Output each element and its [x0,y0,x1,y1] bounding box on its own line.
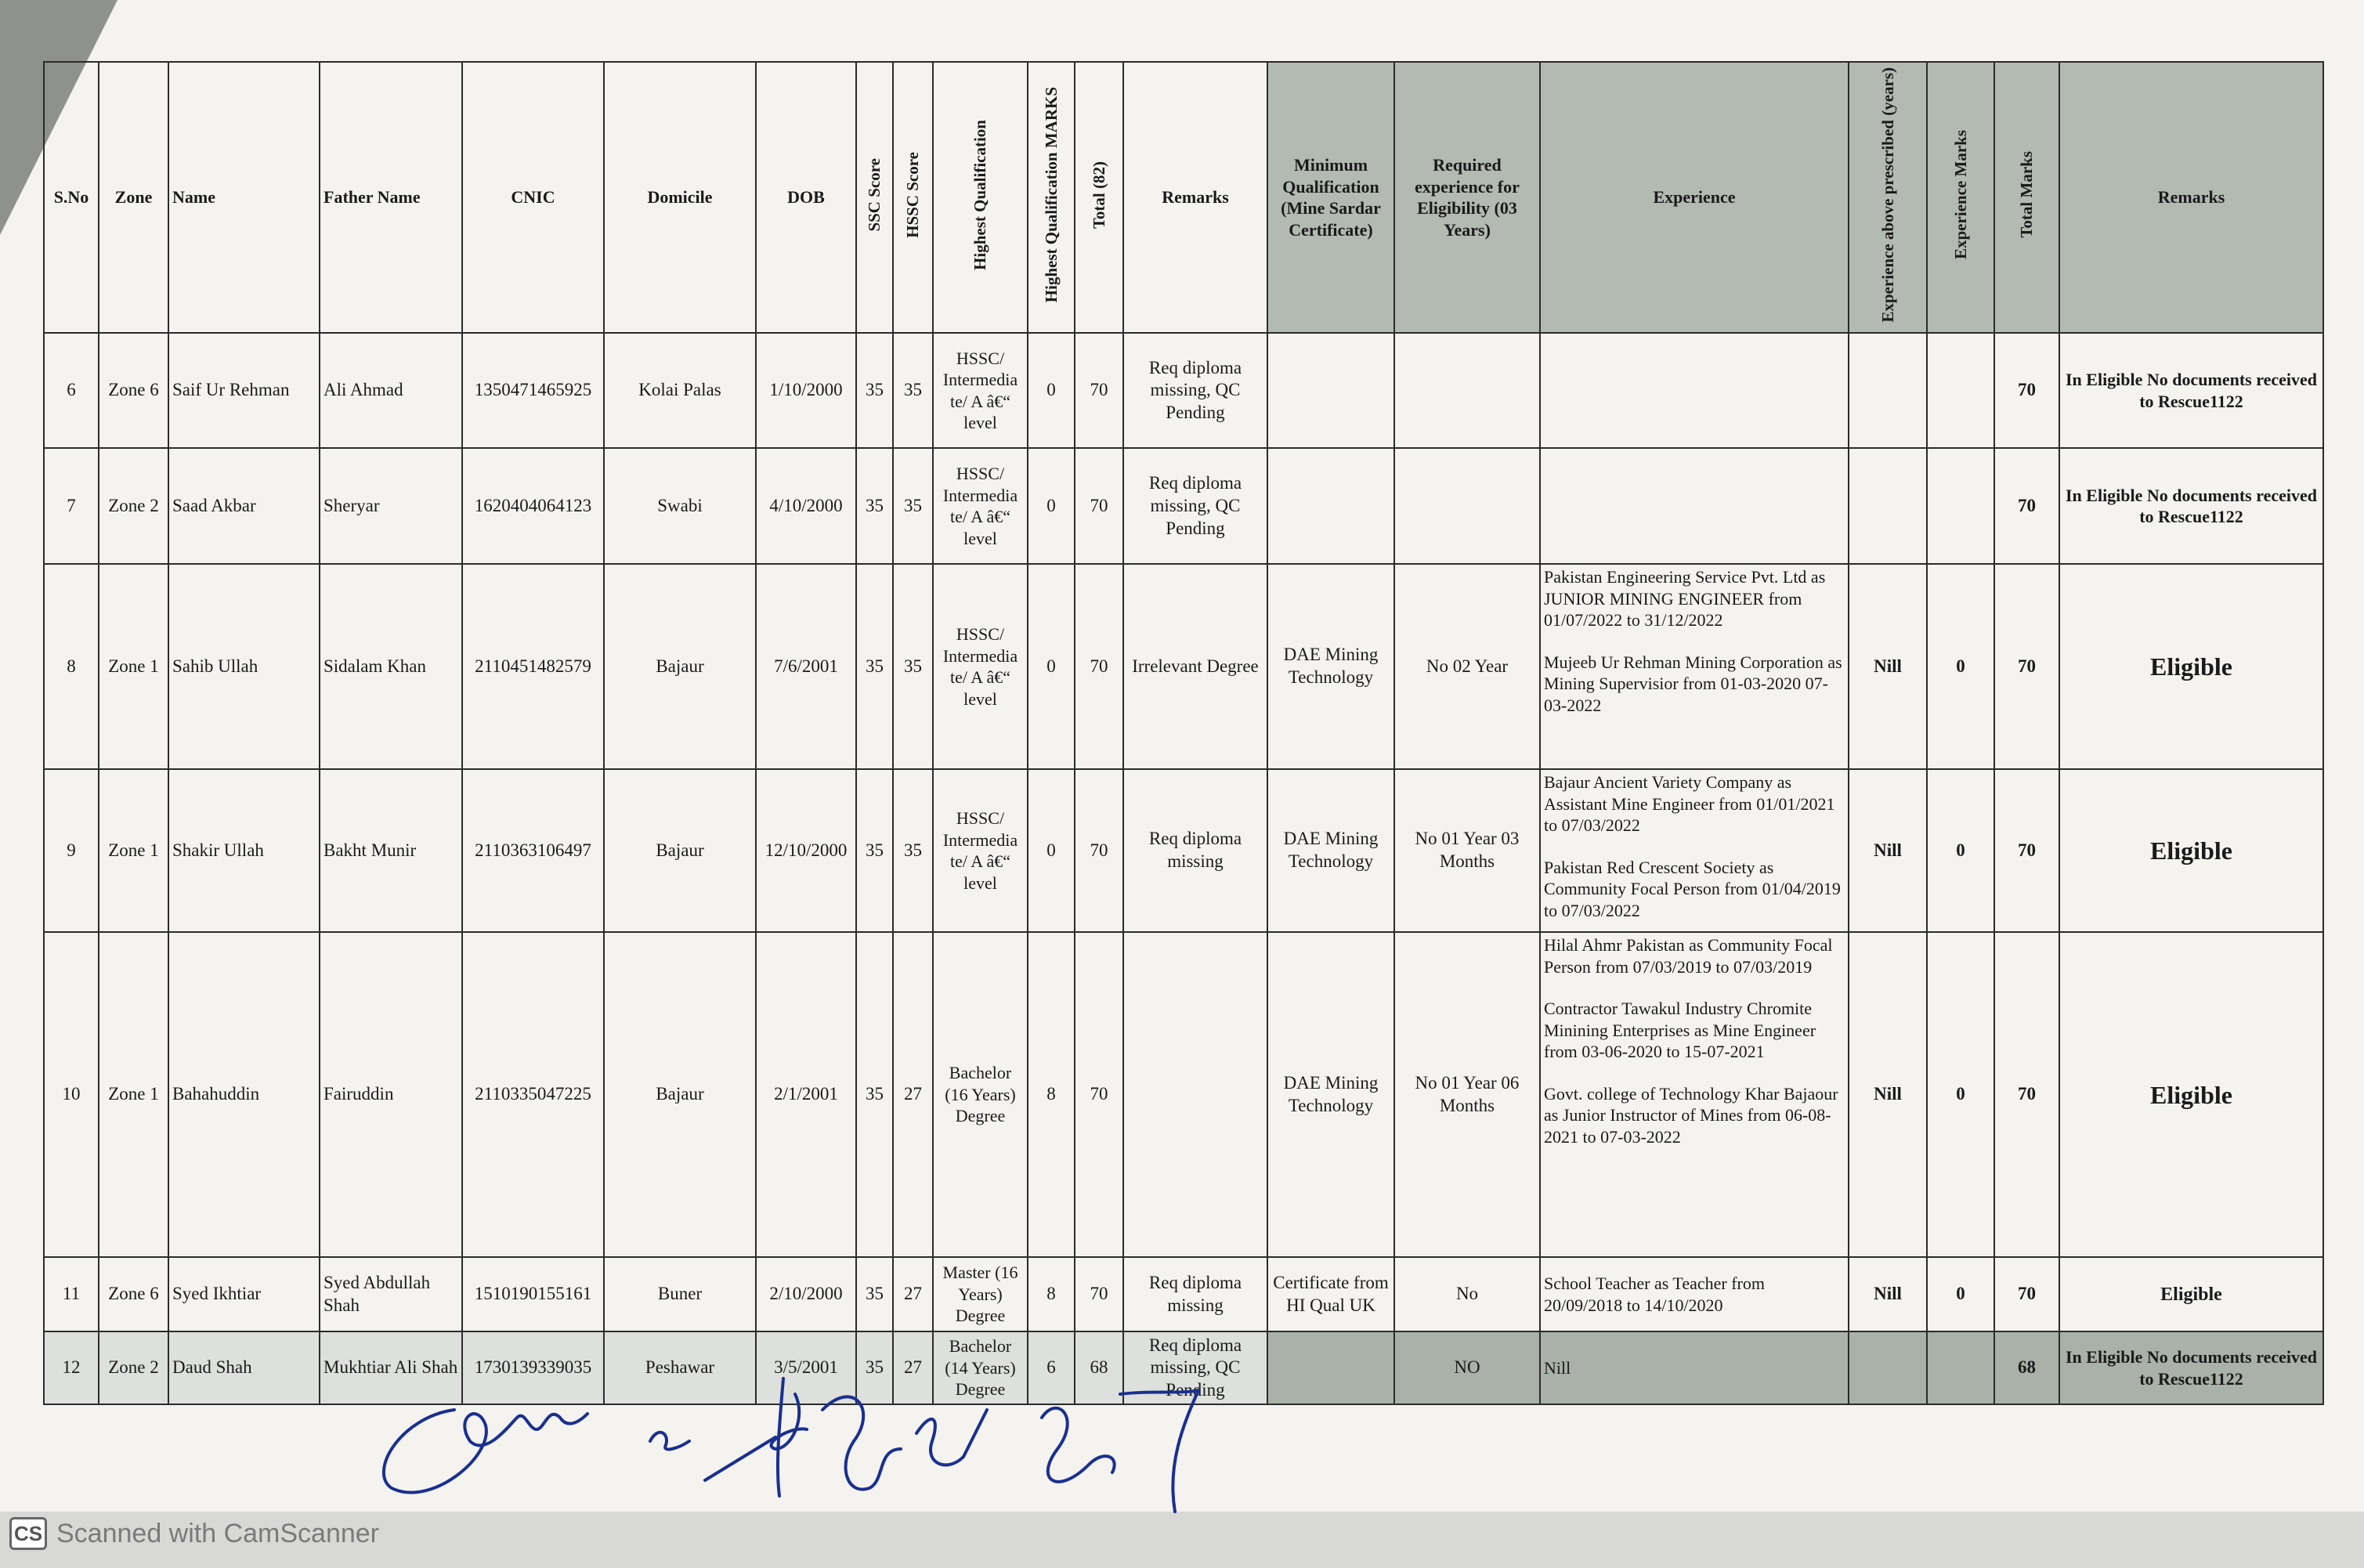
cell-exp-above [1849,1331,1927,1404]
cell-final-remarks: Eligible [2059,1257,2323,1331]
header-father-name: Father Name [320,62,462,333]
cell-total82: 70 [1075,564,1123,769]
cell-hq-marks: 0 [1028,448,1075,564]
cell-exp-marks: 0 [1927,769,1994,932]
cell-ssc: 35 [856,333,893,448]
cell-remarks: Req diploma missing [1123,769,1267,932]
cell-experience [1540,448,1849,564]
cell-name: Daud Shah [168,1331,320,1404]
cell-total-marks: 70 [1994,769,2059,932]
cell-domicile: Bajaur [604,564,756,769]
cell-required-experience: NO [1394,1331,1540,1404]
table-row [44,448,2323,564]
cell-remarks: Req diploma missing [1123,1257,1267,1331]
cell-dob: 4/10/2000 [756,448,856,564]
cell-qualification: Bachelor (14 Years) Degree [933,1331,1028,1404]
cell-exp-above: Nill [1849,564,1927,769]
cell-sno: 11 [44,1257,99,1331]
cell-father-name: Fairuddin [320,932,462,1257]
cell-qualification: Bachelor (16 Years) Degree [933,932,1028,1257]
header-domicile: Domicile [604,62,756,333]
cell-exp-above: Nill [1849,1257,1927,1331]
cell-final-remarks: In Eligible No documents received to Rescue1122 [2059,448,2323,564]
header-total-82-label: Total (82) [1089,161,1108,229]
cell-total82: 70 [1075,1257,1123,1331]
experience-entry: School Teacher as Teacher from 20/09/2018 to 14/10/2020 [1544,1274,1765,1315]
cell-total82: 68 [1075,1331,1123,1404]
header-remarks: Remarks [1123,62,1267,333]
cell-total-marks: 70 [1994,564,2059,769]
cell-hssc: 35 [893,769,933,932]
cell-experience [1540,333,1849,448]
cell-zone: Zone 2 [99,448,168,564]
cell-exp-marks: 0 [1927,932,1994,1257]
cell-sno: 8 [44,564,99,769]
cell-required-experience: No 02 Year [1394,564,1540,769]
cell-cnic: 2110363106497 [462,769,604,932]
experience-entry: Contractor Tawakul Industry Chromite Minining Enterprises as Mine Engineer from 03-06-2020 to 15-07-2021 [1544,999,1816,1062]
cell-exp-marks: 0 [1927,1257,1994,1331]
cell-domicile: Peshawar [604,1331,756,1404]
cell-exp-above: Nill [1849,769,1927,932]
cell-hssc: 27 [893,1257,933,1331]
cell-experience [1540,1257,1849,1331]
experience-entry: Bajaur Ancient Variety Company as Assistant Mine Engineer from 01/01/2021 to 07/03/2022 [1544,772,1835,836]
header-ssc-score-label: SSC Score [865,158,884,232]
experience-entry: Nill [1544,1357,1571,1378]
cell-total82: 70 [1075,769,1123,932]
header-ssc-score [856,62,893,333]
table-row [44,769,2323,932]
camscanner-watermark [9,1516,379,1552]
header-hssc-score-label: HSSC Score [903,151,923,238]
cell-experience [1540,1331,1849,1404]
cell-name: Saif Ur Rehman [168,333,320,448]
cell-qualification: HSSC/ Intermedia te/ A â€“ level [933,448,1028,564]
cell-required-experience: No [1394,1257,1540,1331]
header-name: Name [168,62,320,333]
header-exp-marks [1927,62,1994,333]
cell-min-qualification [1267,333,1394,448]
cell-qualification: HSSC/ Intermedia te/ A â€“ level [933,333,1028,448]
cell-dob: 7/6/2001 [756,564,856,769]
cell-min-qualification: DAE Mining Technology [1267,932,1394,1257]
cell-ssc: 35 [856,932,893,1257]
cell-hssc: 27 [893,932,933,1257]
header-total-82 [1075,62,1123,333]
cell-exp-marks [1927,1331,1994,1404]
cell-remarks [1123,932,1267,1257]
experience-entry: Govt. college of Technology Khar Bajaour as Junior Instructor of Mines from 06-08-2021 to 07-03-2022 [1544,1083,1838,1147]
cell-final-remarks: Eligible [2059,769,2323,932]
header-experience: Experience [1540,62,1849,333]
header-hssc-score [893,62,933,333]
cell-exp-above [1849,448,1927,564]
camscanner-text: Scanned with CamScanner [56,1518,380,1548]
cell-hq-marks: 8 [1028,1257,1075,1331]
cell-father-name: Bakht Munir [320,769,462,932]
header-sno: S.No [44,62,99,333]
cell-remarks: Req diploma missing, QC Pending [1123,333,1267,448]
cell-remarks: Req diploma missing, QC Pending [1123,1331,1267,1404]
cell-required-experience: No 01 Year 06 Months [1394,932,1540,1257]
cell-total82: 70 [1075,448,1123,564]
cell-qualification: HSSC/ Intermedia te/ A â€“ level [933,564,1028,769]
cell-required-experience [1394,333,1540,448]
cell-father-name: Sidalam Khan [320,564,462,769]
cell-dob: 1/10/2000 [756,333,856,448]
cell-dob: 2/10/2000 [756,1257,856,1331]
cell-dob: 3/5/2001 [756,1331,856,1404]
header-min-qualification: Minimum Qualification (Mine Sardar Certificate) [1267,62,1394,333]
cell-ssc: 35 [856,564,893,769]
cell-required-experience [1394,448,1540,564]
cell-name: Shakir Ullah [168,769,320,932]
cell-cnic: 1730139339035 [462,1331,604,1404]
cell-min-qualification [1267,1331,1394,1404]
cell-min-qualification: DAE Mining Technology [1267,769,1394,932]
cell-cnic: 1510190155161 [462,1257,604,1331]
cell-experience [1540,769,1849,932]
document-sheet [43,61,2322,1400]
cell-father-name: Syed Abdullah Shah [320,1257,462,1331]
cell-hssc: 35 [893,333,933,448]
cell-cnic: 2110451482579 [462,564,604,769]
table-row [44,333,2323,448]
experience-entry: Pakistan Red Crescent Society as Community Focal Person from 01/04/2019 to 07/03/2022 [1544,857,1841,920]
cell-name: Bahahuddin [168,932,320,1257]
cell-exp-marks [1927,448,1994,564]
cell-domicile: Kolai Palas [604,333,756,448]
header-exp-marks-label: Experience Marks [1950,130,1970,260]
cell-final-remarks: In Eligible No documents received to Rescue1122 [2059,333,2323,448]
header-hq-marks-label: Highest Qualification MARKS [1041,87,1061,303]
cell-experience [1540,564,1849,769]
cell-sno: 12 [44,1331,99,1404]
table-row [44,932,2323,1257]
cell-hssc: 35 [893,448,933,564]
header-highest-qualification [933,62,1028,333]
cell-hq-marks: 6 [1028,1331,1075,1404]
header-zone: Zone [99,62,168,333]
experience-entry: Hilal Ahmr Pakistan as Community Focal Person from 07/03/2019 to 07/03/2019 [1544,935,1833,977]
cell-hq-marks: 0 [1028,769,1075,932]
cell-remarks: Req diploma missing, QC Pending [1123,448,1267,564]
cell-qualification: Master (16 Years) Degree [933,1257,1028,1331]
cell-name: Syed Ikhtiar [168,1257,320,1331]
cell-zone: Zone 2 [99,1331,168,1404]
table-header-row [44,62,2323,333]
cell-total82: 70 [1075,932,1123,1257]
cell-final-remarks: In Eligible No documents received to Rescue1122 [2059,1331,2323,1404]
cell-hq-marks: 0 [1028,564,1075,769]
cell-sno: 6 [44,333,99,448]
header-cnic: CNIC [462,62,604,333]
experience-entry: Pakistan Engineering Service Pvt. Ltd as JUNIOR MINING ENGINEER from 01/07/2022 to 31/12/2022 [1544,567,1826,630]
cell-qualification: HSSC/ Intermedia te/ A â€“ level [933,769,1028,932]
cell-exp-marks: 0 [1927,564,1994,769]
cell-zone: Zone 6 [99,1257,168,1331]
header-hq-marks [1028,62,1075,333]
cell-zone: Zone 6 [99,333,168,448]
cell-hq-marks: 8 [1028,932,1075,1257]
cell-sno: 9 [44,769,99,932]
header-dob: DOB [756,62,856,333]
cell-zone: Zone 1 [99,769,168,932]
cell-zone: Zone 1 [99,932,168,1257]
header-total-marks [1994,62,2059,333]
cell-father-name: Sheryar [320,448,462,564]
cell-domicile: Bajaur [604,769,756,932]
cell-required-experience: No 01 Year 03 Months [1394,769,1540,932]
cell-sno: 10 [44,932,99,1257]
cell-hssc: 35 [893,564,933,769]
cell-ssc: 35 [856,1257,893,1331]
header-highest-qualification-label: Highest Qualification [971,119,990,270]
cell-sno: 7 [44,448,99,564]
cell-hq-marks: 0 [1028,333,1075,448]
header-exp-above-label: Experience above prescribed (years) [1878,67,1897,323]
cell-domicile: Bajaur [604,932,756,1257]
cell-min-qualification: DAE Mining Technology [1267,564,1394,769]
header-remarks-final: Remarks [2059,62,2323,333]
header-exp-above [1849,62,1927,333]
cell-ssc: 35 [856,448,893,564]
cell-total-marks: 70 [1994,333,2059,448]
cell-ssc: 35 [856,769,893,932]
cell-name: Saad Akbar [168,448,320,564]
cell-final-remarks: Eligible [2059,564,2323,769]
cell-hssc: 27 [893,1331,933,1404]
cell-exp-above: Nill [1849,932,1927,1257]
cell-dob: 2/1/2001 [756,932,856,1257]
cell-dob: 12/10/2000 [756,769,856,932]
cell-experience [1540,932,1849,1257]
header-required-experience: Required experience for Eligibility (03 Years) [1394,62,1540,333]
cell-cnic: 2110335047225 [462,932,604,1257]
cell-domicile: Swabi [604,448,756,564]
cell-domicile: Buner [604,1257,756,1331]
cell-final-remarks: Eligible [2059,932,2323,1257]
cell-min-qualification: Certificate from HI Qual UK [1267,1257,1394,1331]
cell-total82: 70 [1075,333,1123,448]
cell-father-name: Ali Ahmad [320,333,462,448]
cell-min-qualification [1267,448,1394,564]
cell-exp-marks [1927,333,1994,448]
cell-cnic: 1620404064123 [462,448,604,564]
table-row [44,564,2323,769]
cell-father-name: Mukhtiar Ali Shah [320,1331,462,1404]
cell-total-marks: 70 [1994,448,2059,564]
cell-total-marks: 68 [1994,1331,2059,1404]
handwritten-signatures [368,1363,1277,1519]
cell-total-marks: 70 [1994,932,2059,1257]
experience-entry: Mujeeb Ur Rehman Mining Corporation as Mining Supervisior from 01-03-2020 07-03-2022 [1544,652,1842,715]
cell-ssc: 35 [856,1331,893,1404]
header-total-marks-label: Total Marks [2017,151,2037,239]
cell-zone: Zone 1 [99,564,168,769]
cell-remarks: Irrelevant Degree [1123,564,1267,769]
cell-total-marks: 70 [1994,1257,2059,1331]
camscanner-logo: CS [9,1517,47,1550]
table-row [44,1257,2323,1331]
cell-name: Sahib Ullah [168,564,320,769]
candidate-evaluation-table [43,61,2324,1405]
cell-exp-above [1849,333,1927,448]
cell-cnic: 1350471465925 [462,333,604,448]
